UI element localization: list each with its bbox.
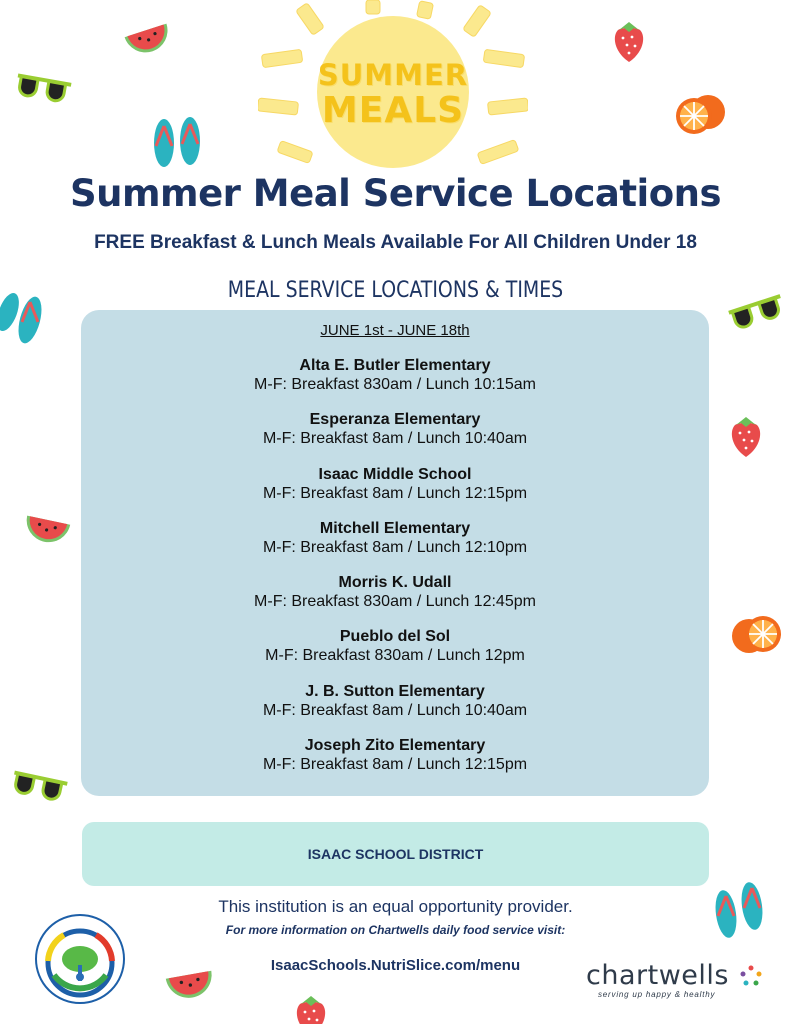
- logo-word-meals: MEALS: [321, 90, 465, 131]
- location-name: Pueblo del Sol: [339, 628, 451, 646]
- location-times: M-F: Breakfast 8am / Lunch 12:15pm: [262, 756, 528, 774]
- watermelon-icon: [122, 18, 174, 58]
- location-times: M-F: Breakfast 8am / Lunch 12:10pm: [262, 538, 528, 556]
- locations-panel: [81, 310, 709, 796]
- brand-tagline: serving up happy & healthy: [598, 990, 716, 999]
- sunglasses-icon: [10, 768, 68, 806]
- strawberry-icon: [727, 412, 765, 460]
- section-heading: MEAL SERVICE LOCATIONS & TIMES: [227, 278, 564, 303]
- location-times: M-F: Breakfast 8am / Lunch 10:40am: [262, 701, 528, 719]
- orange-slice-icon: [674, 92, 726, 136]
- logo-word-summer: SUMMER: [317, 58, 469, 92]
- location-name: Isaac Middle School: [318, 465, 472, 483]
- watermelon-icon: [20, 508, 74, 548]
- more-info-text: For more information on Chartwells daily food service visit:: [225, 923, 566, 937]
- location-times: M-F: Breakfast 8am / Lunch 10:40am: [262, 430, 528, 448]
- location-item: [81, 465, 709, 519]
- location-item: [81, 682, 709, 736]
- strawberry-icon: [292, 992, 330, 1024]
- flip-flops-icon: [0, 290, 46, 348]
- location-name: Joseph Zito Elementary: [304, 737, 486, 755]
- equal-opportunity-statement: This institution is an equal opportunity provider.: [218, 897, 573, 916]
- location-times: M-F: Breakfast 830am / Lunch 12:45pm: [254, 593, 536, 611]
- district-name: ISAAC SCHOOL DISTRICT: [307, 846, 484, 862]
- flip-flops-icon: [150, 116, 206, 170]
- location-item: [81, 356, 709, 410]
- page-title: Summer Meal Service Locations: [69, 172, 721, 215]
- location-name: Esperanza Elementary: [309, 411, 481, 429]
- chartwells-logo: [586, 960, 776, 1004]
- location-item: [81, 627, 709, 681]
- menu-url[interactable]: IsaacSchools.NutriSlice.com/menu: [270, 957, 521, 974]
- location-times: M-F: Breakfast 830am / Lunch 12pm: [265, 647, 525, 665]
- sunglasses-icon: [14, 72, 72, 106]
- district-banner: [82, 822, 709, 886]
- location-item: [81, 736, 709, 790]
- location-times: M-F: Breakfast 8am / Lunch 12:15pm: [262, 484, 528, 502]
- brand-name: chartwells: [586, 960, 729, 991]
- location-name: Mitchell Elementary: [319, 519, 471, 537]
- location-name: J. B. Sutton Elementary: [305, 682, 485, 700]
- brand-dots-icon: [739, 964, 763, 988]
- orange-slice-icon: [731, 614, 783, 658]
- location-name: Alta E. Butler Elementary: [299, 357, 491, 374]
- strawberry-icon: [610, 18, 648, 64]
- summer-meals-logo: [258, 0, 528, 175]
- district-seal-logo: [34, 913, 126, 1005]
- location-item: [81, 410, 709, 464]
- location-item: [81, 573, 709, 627]
- date-range: JUNE 1st - JUNE 18th: [320, 322, 470, 339]
- location-name: Morris K. Udall: [338, 574, 452, 592]
- location-item: [81, 519, 709, 573]
- location-list: [81, 356, 709, 790]
- location-times: M-F: Breakfast 830am / Lunch 10:15am: [254, 376, 536, 393]
- page-subtitle: FREE Breakfast & Lunch Meals Available For All Children Under 18: [94, 232, 697, 253]
- sunglasses-icon: [728, 292, 786, 332]
